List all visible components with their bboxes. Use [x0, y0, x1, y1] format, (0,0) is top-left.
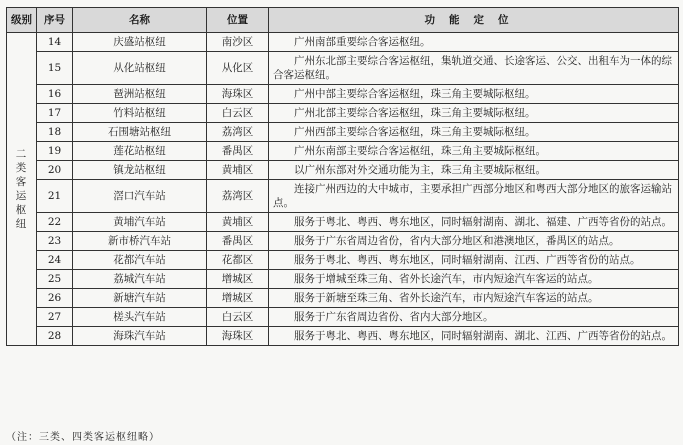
row-loc: 海珠区: [207, 85, 269, 104]
row-func: 服务于增城至珠三角、省外长途汽车，市内短途汽车客运的站点。: [269, 270, 679, 289]
row-func: 服务于粤北、粤西、粤东地区，同时辐射湖南、江西、广西等省份的站点。: [269, 251, 679, 270]
table-row: [7, 180, 679, 213]
header-name: 名称: [73, 8, 207, 33]
row-num: 22: [37, 213, 73, 232]
row-loc: 白云区: [207, 104, 269, 123]
table-row: [7, 213, 679, 232]
row-func: 广州东北部主要综合客运枢纽，集轨道交通、长途客运、公交、出租车为一体的综合客运枢纽。: [269, 52, 679, 85]
table-row: [7, 327, 679, 346]
row-num: 15: [37, 52, 73, 85]
row-loc: 从化区: [207, 52, 269, 85]
table-row: [7, 308, 679, 327]
row-name: 海珠汽车站: [73, 327, 207, 346]
table-row: [7, 104, 679, 123]
header-level: 级别: [7, 8, 37, 33]
row-func: 广州北部主要综合客运枢纽，珠三角主要城际枢纽。: [269, 104, 679, 123]
row-func: 服务于广东省周边省份、省内大部分地区。: [269, 308, 679, 327]
row-name: 琶洲站枢纽: [73, 85, 207, 104]
row-num: 17: [37, 104, 73, 123]
row-num: 24: [37, 251, 73, 270]
row-loc: 南沙区: [207, 33, 269, 52]
table-row: [7, 33, 679, 52]
row-loc: 荔湾区: [207, 180, 269, 213]
row-name: 荔城汽车站: [73, 270, 207, 289]
row-num: 18: [37, 123, 73, 142]
row-name: 新市桥汽车站: [73, 232, 207, 251]
table-row: [7, 85, 679, 104]
row-loc: 增城区: [207, 270, 269, 289]
header-loc: 位置: [207, 8, 269, 33]
table-row: [7, 232, 679, 251]
row-func: 服务于广东省周边省份，省内大部分地区和港澳地区，番禺区的站点。: [269, 232, 679, 251]
table-row: [7, 142, 679, 161]
row-num: 21: [37, 180, 73, 213]
row-num: 19: [37, 142, 73, 161]
row-num: 25: [37, 270, 73, 289]
row-name: 从化站枢纽: [73, 52, 207, 85]
row-loc: 荔湾区: [207, 123, 269, 142]
row-func: 服务于新塘至珠三角、省外长途汽车，市内短途汽车客运的站点。: [269, 289, 679, 308]
row-func: 连接广州西边的大中城市，主要承担广西部分地区和粤西大部分地区的旅客运输站点。: [269, 180, 679, 213]
row-num: 23: [37, 232, 73, 251]
header-func-text: 功能定位: [424, 14, 523, 26]
table-row: [7, 123, 679, 142]
row-name: 滘口汽车站: [73, 180, 207, 213]
row-num: 28: [37, 327, 73, 346]
row-name: 庆盛站枢纽: [73, 33, 207, 52]
row-func: 广州南部重要综合客运枢纽。: [269, 33, 679, 52]
row-loc: 番禺区: [207, 232, 269, 251]
row-name: 槎头汽车站: [73, 308, 207, 327]
row-func: 服务于粤北、粤西、粤东地区，同时辐射湖南、湖北、江西、广西等省份的站点。: [269, 327, 679, 346]
table-note: （注：三类、四类客运枢纽略）: [6, 432, 160, 443]
level-cell: 二类客运枢纽: [7, 33, 37, 346]
row-func: 服务于粤北、粤西、粤东地区，同时辐射湖南、湖北、福建、广西等省份的站点。: [269, 213, 679, 232]
header-func: [269, 8, 679, 33]
hub-table: [6, 7, 679, 346]
row-loc: 番禺区: [207, 142, 269, 161]
header-num: 序号: [37, 8, 73, 33]
row-func: 广州东南部主要综合客运枢纽，珠三角主要城际枢纽。: [269, 142, 679, 161]
row-loc: 黄埔区: [207, 213, 269, 232]
row-name: 竹料站枢纽: [73, 104, 207, 123]
row-func: 广州西部主要综合客运枢纽，珠三角主要城际枢纽。: [269, 123, 679, 142]
row-num: 14: [37, 33, 73, 52]
row-loc: 海珠区: [207, 327, 269, 346]
row-num: 16: [37, 85, 73, 104]
row-name: 石围塘站枢纽: [73, 123, 207, 142]
row-name: 花都汽车站: [73, 251, 207, 270]
table-row: [7, 161, 679, 180]
row-name: 黄埔汽车站: [73, 213, 207, 232]
row-func: 广州中部主要综合客运枢纽，珠三角主要城际枢纽。: [269, 85, 679, 104]
row-num: 20: [37, 161, 73, 180]
row-num: 27: [37, 308, 73, 327]
row-loc: 白云区: [207, 308, 269, 327]
row-name: 镇龙站枢纽: [73, 161, 207, 180]
row-name: 莲花站枢纽: [73, 142, 207, 161]
table-header-row: [7, 8, 679, 33]
row-func: 以广州东部对外交通功能为主，珠三角主要城际枢纽。: [269, 161, 679, 180]
table-row: [7, 251, 679, 270]
table-row: [7, 270, 679, 289]
row-num: 26: [37, 289, 73, 308]
table-row: [7, 52, 679, 85]
row-loc: 花都区: [207, 251, 269, 270]
row-loc: 黄埔区: [207, 161, 269, 180]
row-loc: 增城区: [207, 289, 269, 308]
row-name: 新塘汽车站: [73, 289, 207, 308]
table-row: [7, 289, 679, 308]
